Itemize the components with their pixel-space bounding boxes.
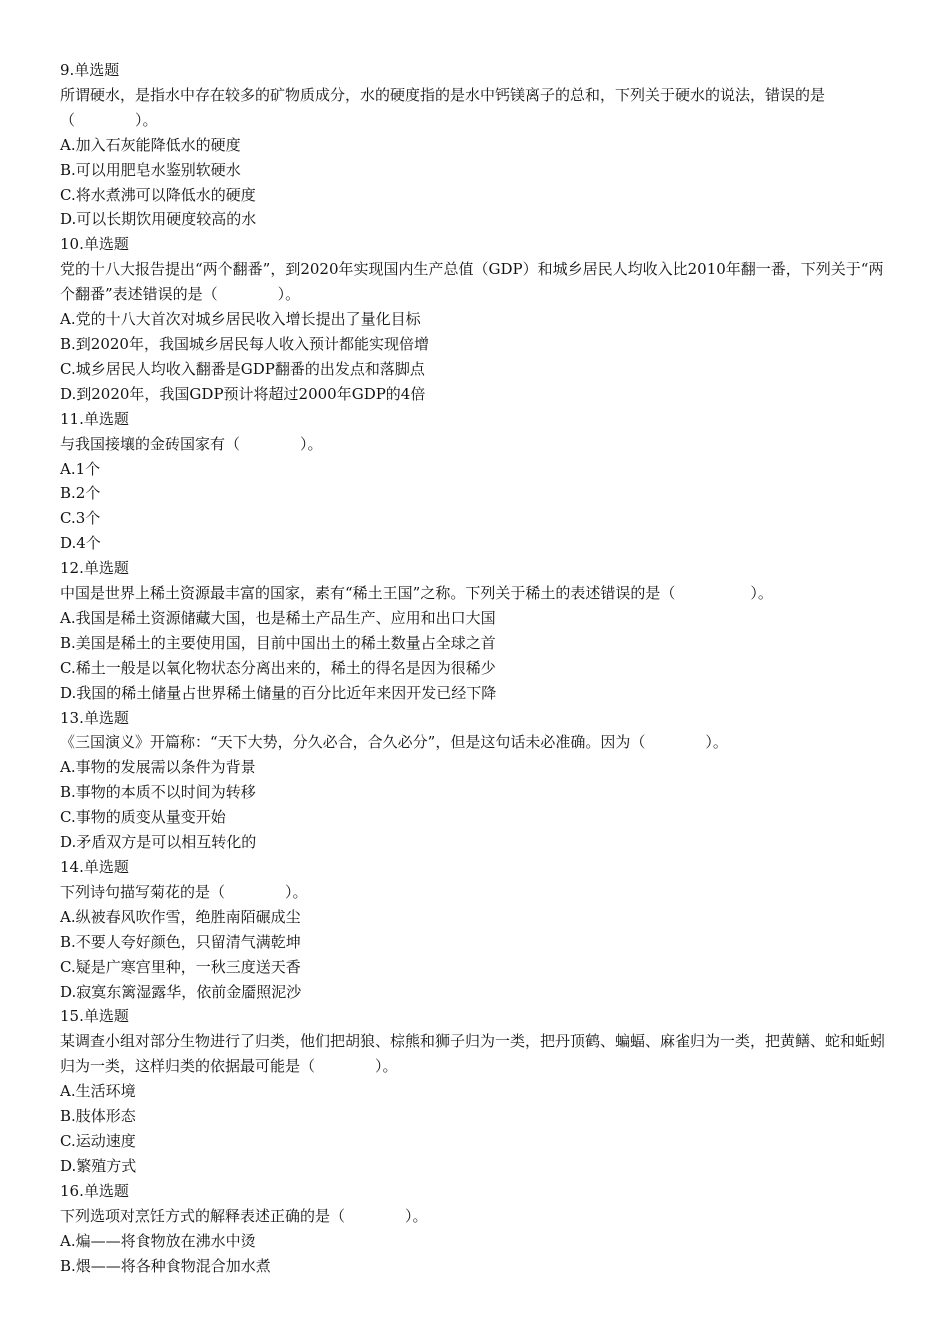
option-c: C.疑是广寒宫里种，一秋三度送天香: [60, 957, 301, 976]
option-b: B.事物的本质不以时间为转移: [60, 783, 256, 802]
question-number: 16.单选题: [60, 1181, 129, 1200]
question-number: 9.单选题: [60, 61, 120, 79]
question-stem: 下列诗句描写菊花的是（ ）。: [60, 882, 308, 901]
option-d: D.繁殖方式: [60, 1156, 137, 1175]
question-number: 14.单选题: [60, 858, 129, 876]
option-b: B.美国是稀土的主要使用国，目前中国出土的稀土数量占全球之首: [60, 633, 496, 652]
question-13: [60, 706, 890, 855]
question-number: 11.单选题: [60, 409, 129, 428]
question-number: 13.单选题: [60, 708, 129, 727]
option-a: A.事物的发展需以条件为背景: [60, 758, 256, 777]
option-a: A.生活环境: [60, 1082, 136, 1101]
question-stem: 下列选项对烹饪方式的解释表述正确的是（ ）。: [60, 1206, 428, 1225]
question-number: 15.单选题: [60, 1007, 129, 1026]
option-a: A.纵被春风吹作雪，绝胜南陌碾成尘: [60, 907, 301, 926]
question-number: 10.单选题: [60, 235, 129, 254]
option-b: B.2个: [60, 484, 101, 503]
option-c: C.稀土一般是以氧化物状态分离出来的，稀土的得名是因为很稀少: [60, 658, 496, 677]
option-a: A.我国是稀土资源储藏大国，也是稀土产品生产、应用和出口大国: [60, 608, 496, 627]
question-stem: 某调查小组对部分生物进行了归类，他们把胡狼、棕熊和狮子归为一类，把丹顶鹤、蝙蝠、麻雀归为一类，把黄鳝、蛇和蚯蚓归为一类，这样归类的依据最可能是（ ）。: [60, 1032, 886, 1076]
option-b: B.到2020年，我国城乡居民每人收入预计都能实现倍增: [60, 334, 429, 353]
option-a: A.党的十八大首次对城乡居民收入增长提出了量化目标: [60, 310, 421, 329]
option-a: A.1个: [60, 459, 101, 478]
question-10: [60, 232, 890, 406]
question-16: [60, 1179, 890, 1279]
option-b: B.肢体形态: [60, 1107, 136, 1126]
option-d: D.4个: [60, 534, 101, 553]
option-b: B.煨——将各种食物混合加水煮: [60, 1256, 271, 1275]
option-b: B.不要人夸好颜色，只留清气满乾坤: [60, 932, 301, 951]
question-12: [60, 556, 890, 705]
option-d: D.到2020年，我国GDP预计将超过2000年GDP的4倍: [60, 384, 426, 403]
option-c: C.运动速度: [60, 1131, 136, 1150]
option-d: D.寂寞东篱湿露华，依前金靥照泥沙: [60, 982, 302, 1001]
question-stem: 党的十八大报告提出“两个翻番”，到2020年实现国内生产总值（GDP）和城乡居民人均收入比2010年翻一番，下列关于“两个翻番”表述错误的是（ ）。: [60, 260, 884, 304]
option-d: D.矛盾双方是可以相互转化的: [60, 833, 257, 852]
option-b: B.可以用肥皂水鉴别软硬水: [60, 160, 241, 179]
question-15: [60, 1004, 890, 1178]
question-number: 12.单选题: [60, 559, 129, 578]
question-11: [60, 407, 890, 556]
option-d: D.可以长期饮用硬度较高的水: [60, 210, 257, 229]
question-stem: 所谓硬水，是指水中存在较多的矿物质成分，水的硬度指的是水中钙镁离子的总和，下列关于硬水的说法，错误的是（ ）。: [60, 85, 826, 129]
option-c: C.事物的质变从量变开始: [60, 808, 226, 827]
option-a: A.加入石灰能降低水的硬度: [60, 135, 241, 154]
exam-document: [60, 58, 890, 1278]
question-stem: 中国是世界上稀土资源最丰富的国家，素有“稀土王国”之称。下列关于稀土的表述错误的是（ ）。: [60, 584, 773, 603]
option-d: D.我国的稀土储量占世界稀土储量的百分比近年来因开发已经下降: [60, 683, 497, 702]
option-c: C.3个: [60, 509, 101, 528]
question-9: [60, 58, 890, 232]
option-a: A.煸——将食物放在沸水中烫: [60, 1231, 256, 1250]
option-c: C.将水煮沸可以降低水的硬度: [60, 185, 256, 204]
question-14: [60, 855, 890, 1004]
option-c: C.城乡居民人均收入翻番是GDP翻番的出发点和落脚点: [60, 359, 425, 378]
question-stem: 与我国接壤的金砖国家有（ ）。: [60, 434, 323, 453]
question-stem: 《三国演义》开篇称：“天下大势，分久必合，合久必分”，但是这句话未必准确。因为（ ）。: [60, 733, 728, 752]
